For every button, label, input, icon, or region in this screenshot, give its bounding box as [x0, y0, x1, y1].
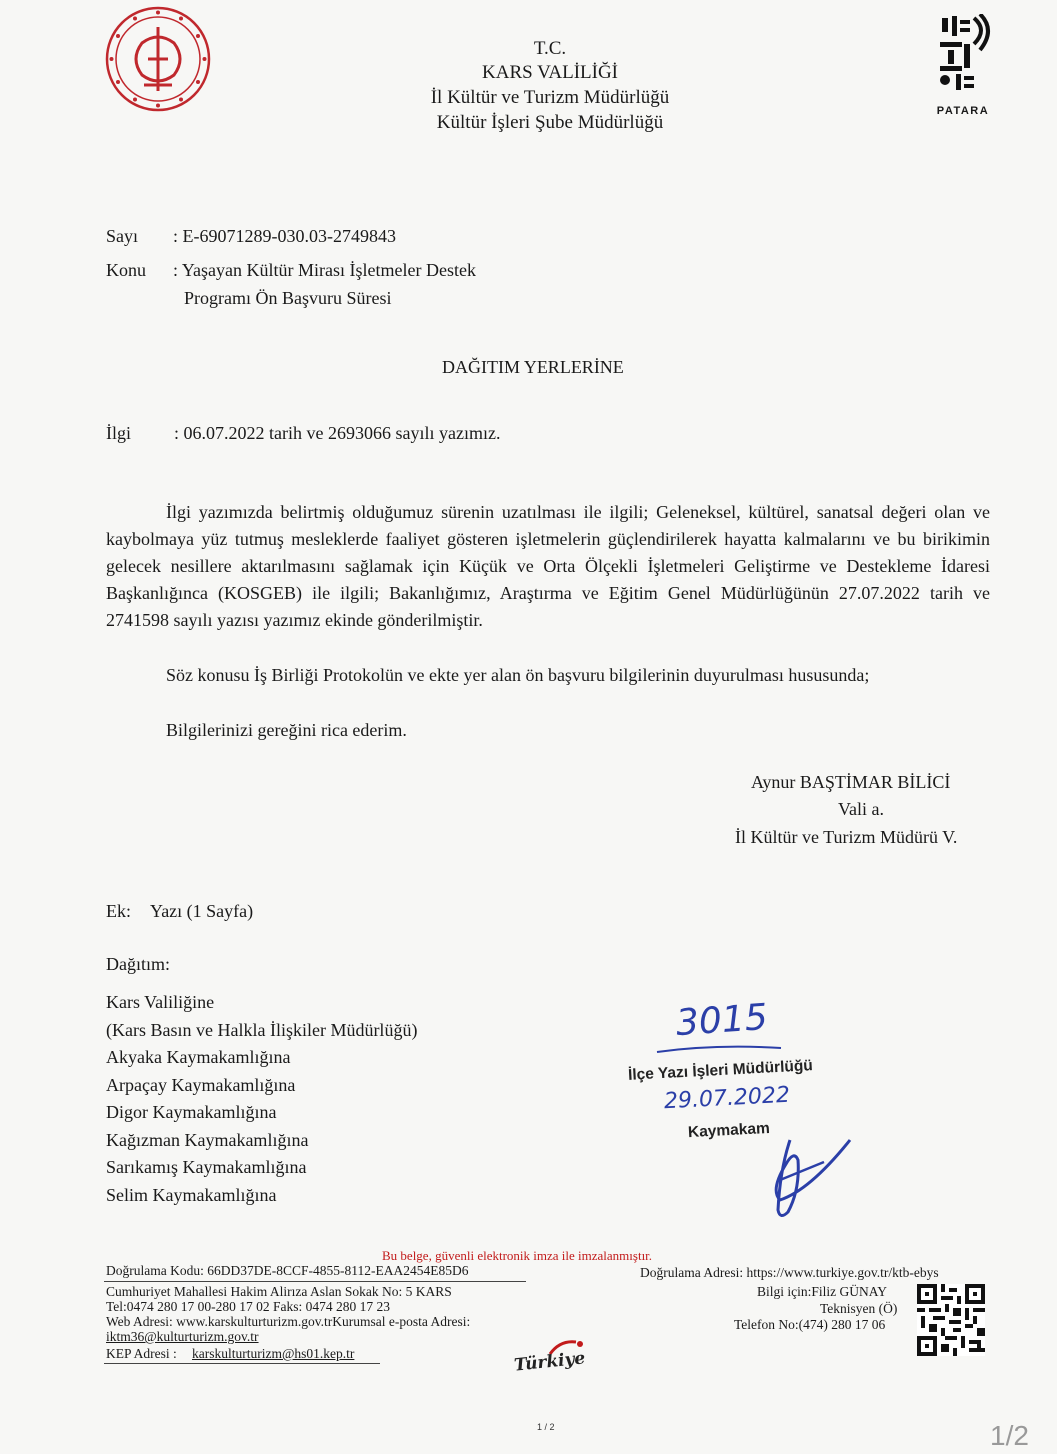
qr-code-icon	[917, 1284, 985, 1356]
konu-label: Konu	[106, 260, 146, 280]
address-line-4: iktm36@kulturturizm.gov.tr	[106, 1329, 259, 1344]
attachment-value: Yazı (1 Sayfa)	[150, 901, 254, 921]
stamp-number: 3015	[674, 996, 769, 1045]
header-line-tc: T.C.	[533, 38, 567, 59]
viewer-page-indicator: 1/2	[990, 1420, 1029, 1451]
sayi-value: : E-69071289-030.03-2749843	[173, 226, 396, 246]
signature-name: Aynur BAŞTİMAR BİLİCİ	[751, 772, 951, 792]
kep-value[interactable]: karskulturturizm@hs01.kep.tr	[192, 1346, 355, 1361]
page-number: 1 / 2	[537, 1422, 555, 1432]
list-item: Sarıkamış Kaymakamlığına	[106, 1157, 307, 1177]
body-paragraph-3: Bilgilerinizi gereğini rica ederim.	[166, 720, 407, 740]
list-item: Kars Valiliğine	[106, 992, 215, 1012]
signature-title-1: Vali a.	[838, 799, 884, 819]
ilgi-label: İlgi	[106, 423, 131, 443]
stamp-underline	[655, 1040, 785, 1056]
sayi-label: Sayı	[106, 226, 139, 246]
list-item: Akyaka Kaymakamlığına	[106, 1047, 291, 1067]
kep-underline	[104, 1363, 380, 1364]
address-line-2: Tel:0474 280 17 00-280 17 02 Faks: 0474 280 17 23	[106, 1299, 391, 1314]
e-signature-note: Bu belge, güvenli elektronik imza ile imzalanmıştır.	[382, 1248, 653, 1263]
stamp-role: Kaymakam	[687, 1119, 771, 1142]
contact-line-1: Bilgi için:Filiz GÜNAY	[757, 1284, 888, 1299]
kep-label: KEP Adresi :	[106, 1346, 177, 1361]
list-item: Selim Kaymakamlığına	[106, 1184, 277, 1205]
body-paragraph-2: Söz konusu İş Birliği Protokolün ve ekte yer alan ön başvuru bilgilerinin duyurulması hususunda;	[166, 665, 870, 685]
attachment-label: Ek:	[106, 901, 131, 921]
contact-line-3: Telefon No:(474) 280 17 06	[734, 1317, 886, 1332]
konu-line1: : Yaşayan Kültür Mirası İşletmeler Destek	[173, 260, 476, 280]
stamp-date: 29.07.2022	[663, 1082, 791, 1115]
distribution-title: Dağıtım:	[106, 954, 170, 974]
address-line-3: Web Adresi: www.karskulturturizm.gov.trKurumsal e-posta Adresi:	[106, 1314, 471, 1329]
distribution-list	[106, 989, 417, 1209]
header-line-mudurluk: İl Kültür ve Turizm Müdürlüğü	[430, 87, 670, 108]
ilgi-value: : 06.07.2022 tarih ve 2693066 sayılı yazımız.	[174, 423, 501, 443]
patara-logo	[930, 14, 996, 117]
patara-label: PATARA	[936, 105, 990, 117]
header-line-sube: Kültür İşleri Şube Müdürlüğü	[436, 112, 664, 133]
handwritten-signature	[750, 1120, 860, 1230]
list-item: Arpaçay Kaymakamlığına	[106, 1074, 296, 1095]
list-item: Kağızman Kaymakamlığına	[106, 1129, 309, 1150]
body-paragraph-1: İlgi yazımızda belirtmiş olduğumuz sürenin uzatılması ile ilgili; Geleneksel, kültürel, sanatsal değeri olan ve kaybolmaya yüz tutmuş mesleklerde faaliyet gösteren işletmelerin güçlendirilerek hayatta kalmalarını ve bu birikimin gelecek nesillere aktarılmasını sağlamak için Küçük ve Orta Ölçekli İşletmeleri Geliştirme ve Destekleme İdaresi Başkanlığınca (KOSGEB) ile ilgili; Bakanlığımız, Araştırma ve Eğitim Genel Müdürlüğünün 27.07.2022 tarih ve 2741598 sayılı yazısı yazımız ekinde gönderilmiştir.	[106, 502, 990, 630]
turkiye-logo	[508, 1338, 598, 1388]
verification-address: Doğrulama Adresi: https://www.turkiye.gov.tr/ktb-ebys	[640, 1265, 939, 1280]
signature-title-2: İl Kültür ve Turizm Müdürü V.	[735, 827, 958, 847]
contact-line-2: Teknisyen (Ö)	[820, 1301, 898, 1316]
list-item: Digor Kaymakamlığına	[106, 1102, 277, 1122]
list-item: (Kars Basın ve Halkla İlişkiler Müdürlüğü)	[106, 1019, 418, 1040]
recipient-heading: DAĞITIM YERLERİNE	[442, 357, 624, 377]
stamp-office: İlçe Yazı İşleri Müdürlüğü	[627, 1057, 814, 1084]
address-line-1: Cumhuriyet Mahallesi Hakim Alirıza Aslan Sokak No: 5 KARS	[106, 1284, 452, 1299]
header-line-valilik: KARS VALİLİĞİ	[482, 62, 618, 83]
konu-line2: Programı Ön Başvuru Süresi	[184, 288, 392, 308]
footer-divider	[104, 1281, 526, 1282]
turkiye-logo-text: Türkiye	[513, 1348, 587, 1376]
verification-code: Doğrulama Kodu: 66DD37DE-8CCF-4855-8112-EAA2454E85D6	[106, 1263, 469, 1278]
